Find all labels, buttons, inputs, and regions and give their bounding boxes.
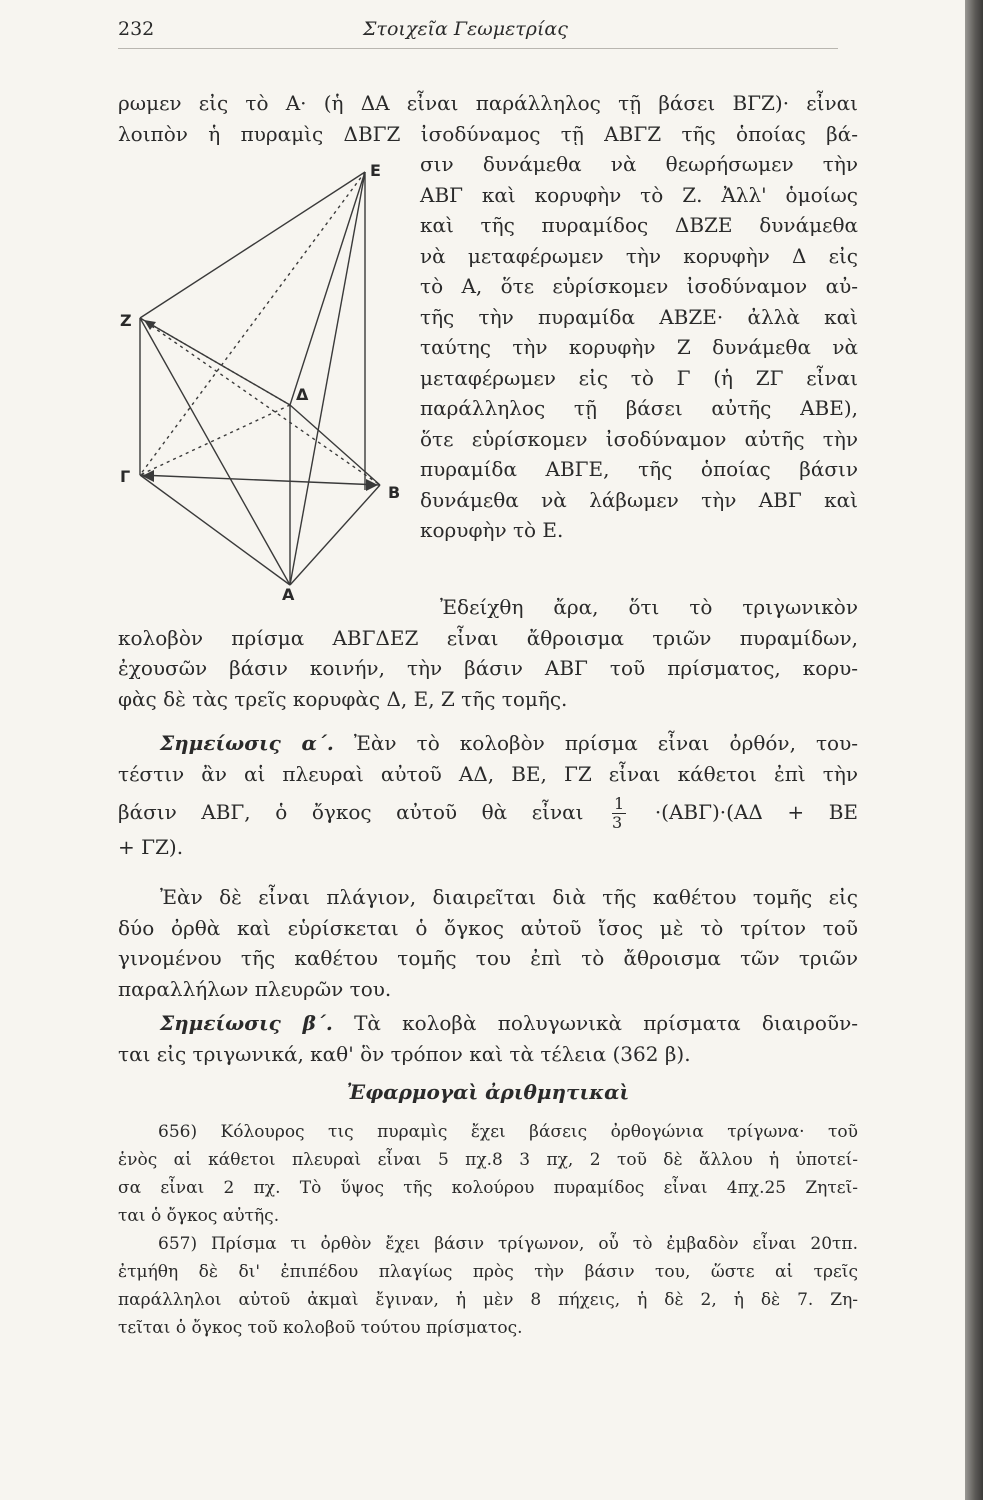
exercise-656-line: σα εἶναι 2 πχ. Τὸ ὕψος τῆς κολούρου πυραμίδος εἶναι 4πχ.25 Ζητεῖ- [118,1178,858,1198]
text-line: γινομένου τῆς καθέτου τομῆς του ἐπὶ τὸ ἄθροισμα τῶν τριῶν [118,946,858,970]
formula-line [118,795,858,832]
applications-title: Ἐφαρμογαὶ ἀριθμητικαὶ [346,1080,630,1104]
text-line: ἐχουσῶν βάσιν κοινήν, τὴν βάσιν ΑΒΓ τοῦ πρίσματος, κορυ- [118,656,858,680]
exercise-657-line: παράλληλοι αὐτοῦ ἀκμαὶ ἔγιναν, ἡ μὲν 8 πήχεις, ἡ δὲ 2, ἡ δὲ 7. Ζη- [118,1290,858,1310]
text-line: ρωμεν εἰς τὸ Α· (ἡ ΔΑ εἶναι παράλληλος τῇ βάσει ΒΓΖ)· εἶναι [118,91,858,115]
oblique-paragraph [118,882,858,1004]
remark-a-line [118,728,858,759]
label-D: Δ [296,385,309,404]
text-line: ΑΒΓ καὶ κορυφὴν τὸ Ζ. Ἀλλ' ὁμοίως [420,182,858,207]
text-line: τέστιν ἂν αἱ πλευραὶ αὐτοῦ ΑΔ, ΒΕ, ΓΖ εἶναι κάθετοι ἐπὶ τὴν [118,761,858,786]
text-line: λοιπὸν ἡ πυραμὶς ΔΒΓΖ ἰσοδύναμος τῇ ΑΒΓΖ τῆς ὁποίας βά- [118,121,858,146]
formula-after: ·(ΑΒΓ)·(ΑΔ + ΒΕ [654,800,859,824]
remark-b-label: Σημείωσις β΄. [160,1011,333,1035]
diag-EA [290,172,365,585]
remark-a-text: Ἐὰν τὸ κολοβὸν πρίσμα εἶναι ὀρθόν, του- [353,731,858,755]
diag-DG [140,405,290,475]
book-binding-shadow [965,0,983,1500]
remark-a-label: Σημείωσις α΄. [160,731,334,755]
right-column-text [420,149,858,546]
text-line: δύο ὀρθὰ καὶ εὑρίσκεται ὁ ὄγκος αὐτοῦ ἴσος μὲ τὸ τρίτον τοῦ [118,915,858,940]
diag-DB [290,405,380,485]
text-line: ὅτε εὑρίσκομεν ἰσοδύναμον αὐτῆς τὴν [420,426,858,451]
text-line: Ἐδείχθη ἄρα, ὅτι τὸ τριγωνικὸν [440,595,858,619]
edge-EZ [140,172,365,318]
top-paragraph [118,88,858,149]
diag-ZB [140,318,380,485]
text-line: τῆς τὴν πυραμίδα ΑΒΖΕ· ἀλλὰ καὶ [420,304,858,329]
exercise-657-line: 657) Πρίσμα τι ὀρθὸν ἔχει βάσιν τρίγωνον, οὗ τὸ ἐμβαδὸν εἶναι 20τπ. [158,1234,858,1254]
page-header [118,18,838,48]
formula-before: βάσιν ΑΒΓ, ὁ ὄγκος αὐτοῦ θὰ εἶναι [118,800,584,824]
exercise-657-line: τεῖται ὁ ὄγκος τοῦ κολοβοῦ τούτου πρίσματος. [118,1318,523,1338]
text-line: σιν δυνάμεθα νὰ θεωρήσωμεν τὴν [420,152,858,176]
exercise-656-line: ἑνὸς αἱ κάθετοι πλευραὶ εἶναι 5 πχ.8 3 πχ, 2 τοῦ δὲ ἄλλου ἡ ὑποτεί- [118,1150,858,1170]
text-line: τὸ Α, ὅτε εὑρίσκομεν ἰσοδύναμον αὐ- [420,274,858,298]
conclusion-paragraph [118,592,858,714]
remark-b-text: Τὰ κολοβὰ πολυγωνικὰ πρίσματα διαιροῦν- [354,1011,858,1035]
text-line: παραλλήλων πλευρῶν του. [118,976,392,1001]
label-A: A [282,585,295,600]
one-third-fraction [612,795,626,832]
label-G: Γ [120,467,131,486]
diag-EG [140,172,365,475]
edge-GA [140,475,290,585]
fraction-denominator: 3 [612,813,623,832]
diag-ZA [140,318,290,585]
label-B: B [388,483,401,502]
text-line: μεταφέρωμεν εἰς τὸ Γ (ἡ ΖΓ εἶναι [420,365,858,390]
text-line: ται εἰς τριγωνικά, καθ' ὃν τρόπον καὶ τὰ τέλεια (362 β). [118,1041,691,1066]
label-Z: Z [120,311,132,330]
text-line: δυνάμεθα νὰ λάβωμεν τὴν ΑΒΓ καὶ [420,487,858,512]
remark-a [118,728,858,863]
edge-AB [290,485,380,585]
fraction-numerator: 1 [614,794,625,813]
text-line: Ἐὰν δὲ εἶναι πλάγιον, διαιρεῖται διὰ τῆς καθέτου τομῆς εἰς [160,885,858,909]
text-line: νὰ μεταφέρωμεν τὴν κορυφὴν Δ εἰς [420,243,858,268]
remark-b-line [118,1008,858,1039]
text-line: καὶ τῆς πυραμίδος ΔΒΖΕ δυνάμεθα [420,213,858,237]
text-line: κορυφὴν τὸ Ε. [420,518,564,542]
text-line: παράλληλος τῇ βάσει αὐτῆς ΑΒΕ), [420,396,858,420]
exercise-657-line: ἐτμήθη δὲ δι' ἐπιπέδου πλαγίως πρὸς τὴν βάσιν του, ὥστε αἱ τρεῖς [118,1262,858,1282]
page-number: 232 [118,18,155,40]
formula-end: + ΓΖ). [118,835,184,859]
text-line: φὰς δὲ τὰς τρεῖς κορυφὰς Δ, Ε, Ζ τῆς τομῆς. [118,686,568,711]
header-rule [118,48,838,49]
text-line: κολοβὸν πρίσμα ΑΒΓΔΕΖ εἶναι ἄθροισμα τριῶν πυραμίδων, [118,625,858,650]
exercises [118,1118,858,1342]
text-line: πυραμίδα ΑΒΓΕ, τῆς ὁποίας βάσιν [420,457,858,481]
truncated-prism-figure [110,160,410,600]
label-E: E [370,161,381,180]
remark-b [118,1008,858,1069]
running-title: Στοιχεῖα Γεωμετρίας [363,18,568,40]
exercise-656-line: ται ὁ ὄγκος αὐτῆς. [118,1206,280,1226]
edge-GB [140,475,380,485]
edge-DE [290,172,365,405]
text-line: ταύτης τὴν κορυφὴν Ζ δυνάμεθα νὰ [420,335,858,359]
exercise-656-line: 656) Κόλουρος τις πυραμὶς ἔχει βάσεις ὀρθογώνια τρίγωνα· τοῦ [158,1122,858,1142]
